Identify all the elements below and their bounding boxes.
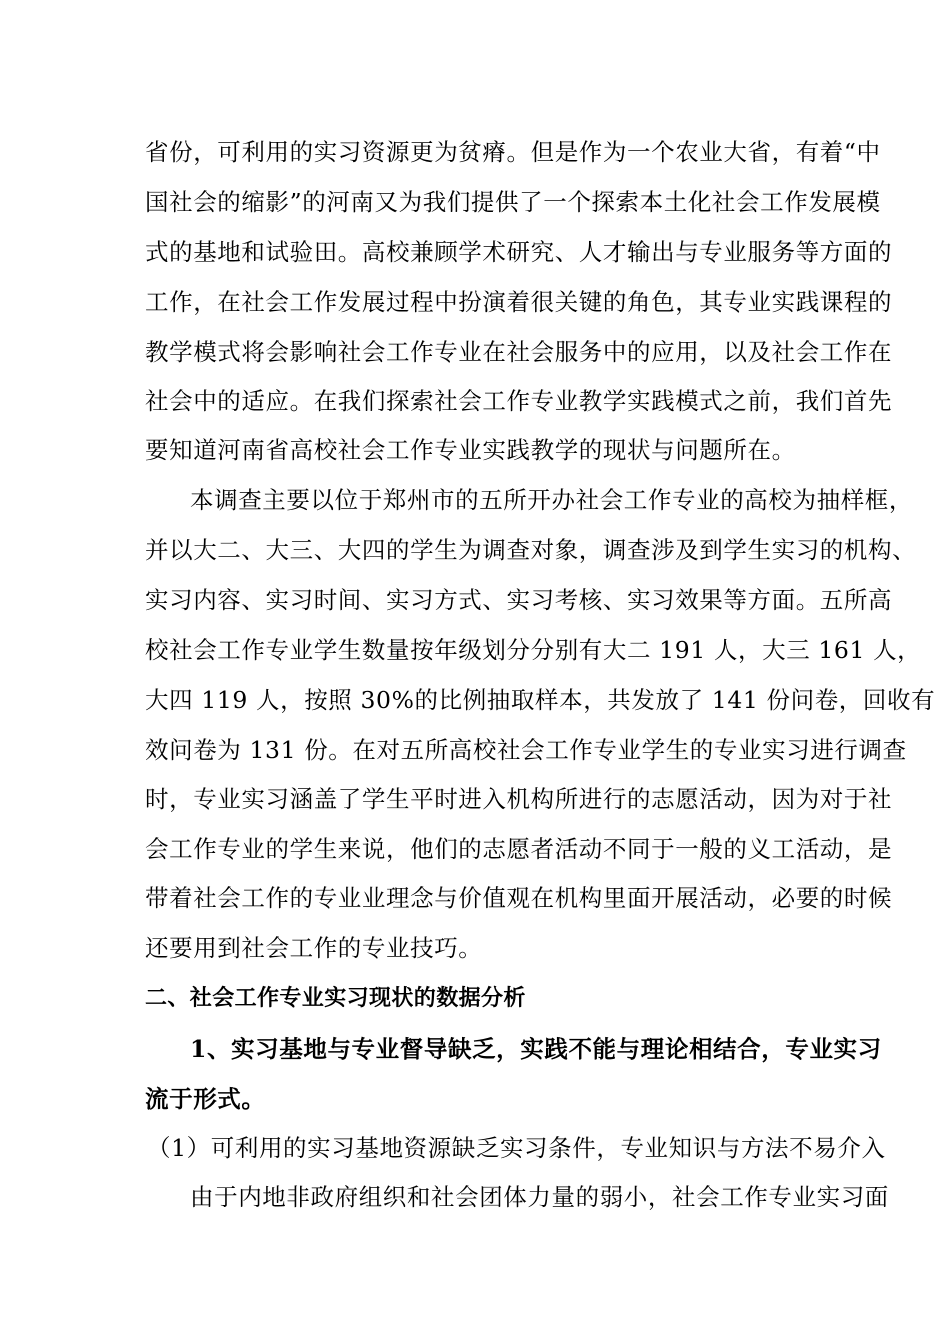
text-line: 国社会的缩影”的河南又为我们提供了一个探索本土化社会工作发展模 [145,188,881,216]
text-line: 带着社会工作的专业业理念与价值观在机构里面开展活动，必要的时候 [145,884,893,912]
text-line: 式的基地和试验田。高校兼顾学术研究、人才输出与专业服务等方面的 [145,238,893,266]
text-line: 省份，可利用的实习资源更为贫瘠。但是作为一个农业大省，有着“中 [145,138,881,166]
text-line: 校社会工作专业学生数量按年级划分分别有大二 191 人，大三 161 人， [145,636,922,664]
text-line: 教学模式将会影响社会工作专业在社会服务中的应用，以及社会工作在 [145,338,893,366]
item-heading: （1）可利用的实习基地资源缺乏实习条件，专业知识与方法不易介入 [147,1134,886,1162]
text-line: 时，专业实习涵盖了学生平时进入机构所进行的志愿活动，因为对于社 [145,785,893,813]
text-line: 实习内容、实习时间、实习方式、实习考核、实习效果等方面。五所高 [145,586,893,614]
text-line: 社会中的适应。在我们探索社会工作专业教学实践模式之前，我们首先 [145,387,893,415]
text-line: 大四 119 人，按照 30%的比例抽取样本，共发放了 141 份问卷，回收有 [145,686,936,714]
text-line: 要知道河南省高校社会工作专业实践教学的现状与问题所在。 [145,436,796,464]
section-heading: 二、社会工作专业实习现状的数据分析 [145,986,526,1011]
text-line: 由于内地非政府组织和社会团体力量的弱小，社会工作专业实习面 [190,1183,889,1211]
subheading-line: 1、实习基地与专业督导缺乏，实践不能与理论相结合，专业实习 [190,1035,882,1063]
text-line: 还要用到社会工作的专业技巧。 [145,934,483,962]
text-line: 效问卷为 131 份。在对五所高校社会工作专业学生的专业实习进行调查 [145,736,907,764]
text-line: 并以大二、大三、大四的学生为调查对象，调查涉及到学生实习的机构、 [145,536,917,564]
text-line: 本调查主要以位于郑州市的五所开办社会工作专业的高校为抽样框， [190,486,913,514]
subheading-line: 流于形式。 [145,1085,266,1113]
text-line: 会工作专业的学生来说，他们的志愿者活动不同于一般的义工活动，是 [145,835,893,863]
text-line: 工作，在社会工作发展过程中扮演着很关键的角色，其专业实践课程的 [145,288,893,316]
